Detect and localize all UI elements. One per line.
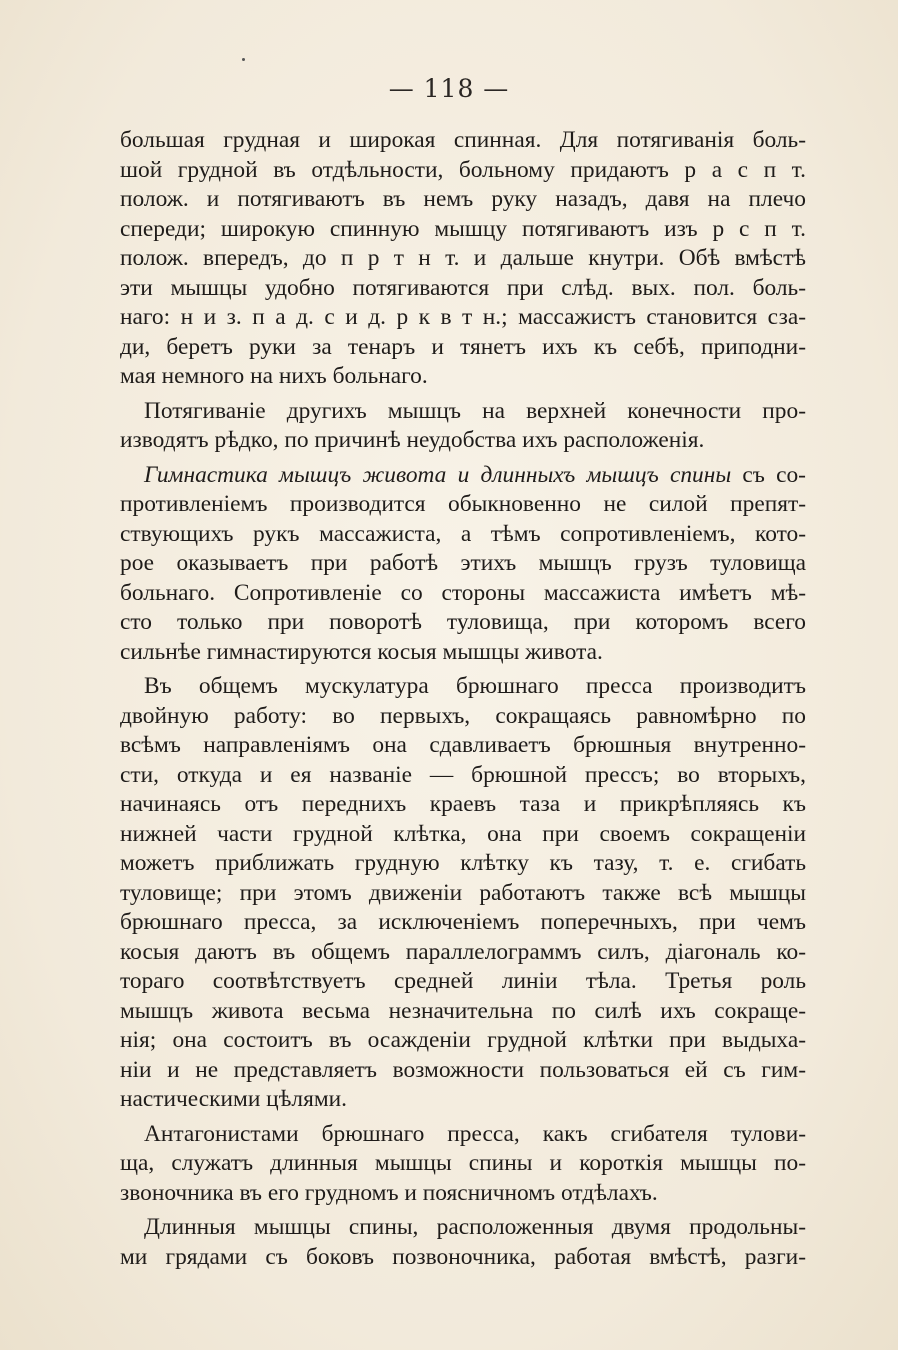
text-line [120, 461, 806, 491]
text-line: полож. и потягиваютъ въ немъ руку назадъ, давя на плечо [120, 186, 806, 212]
text-line: брюшнаго пресса, за исключеніемъ поперечныхъ, при чемъ [120, 909, 806, 935]
text-line: начинаясь отъ переднихъ краевъ таза и прикрѣпляясь къ [120, 791, 806, 817]
text-line: сильнѣе гимнастируются косыя мышцы живота. [120, 638, 603, 665]
text-line: сто только при поворотѣ туловища, при которомъ всего [120, 609, 806, 635]
text-line: наго: н и з. п а д. с и д. р к в т н.; массажистъ становится сза- [120, 304, 806, 330]
text-line: Длинныя мышцы спины, расположенныя двумя продольны- [144, 1214, 806, 1240]
text-line: мышцъ живота весьма незначительна по силѣ ихъ сокраще- [120, 997, 806, 1024]
text-line: изводятъ рѣдко, по причинѣ неудобства ихъ расположенія. [120, 427, 705, 453]
text-line: больнаго. Сопротивленіе со стороны массажиста имѣетъ мѣ- [120, 579, 806, 606]
text-line: настическими цѣлями. [120, 1086, 347, 1112]
text-line: туловище; при этомъ движеніи работаютъ также всѣ мышцы [120, 879, 806, 906]
text-line: шой грудной въ отдѣльности, больному придаютъ р а с п т. [120, 156, 806, 183]
text-line: полож. впередъ, до п р т н т. и дальше кнутри. Обѣ вмѣстѣ [120, 245, 806, 271]
text-line: ща, служатъ длинныя мышцы спины и короткія мышцы по- [120, 1150, 806, 1176]
text-line: Потягиваніе другихъ мышцъ на верхней конечности про- [144, 397, 806, 424]
text-line: мая немного на нихъ больнаго. [120, 363, 428, 389]
line-text: съ со- [742, 461, 806, 488]
text-line: большая грудная и широкая спинная. Для потягиванія боль- [120, 127, 806, 153]
text-line: тораго соотвѣтствуетъ средней линіи тѣла. Третья роль [120, 968, 806, 994]
text-line: сти, откуда и ея названіе — брюшной прессъ; во вторыхъ, [120, 761, 806, 788]
ink-speck [242, 58, 245, 61]
text-line: можетъ приближать грудную клѣтку къ тазу, т. е. сгибать [120, 850, 806, 876]
text-line: звоночника въ его грудномъ и поясничномъ отдѣлахъ. [120, 1179, 658, 1206]
text-line: рое оказываетъ при работѣ этихъ мышцъ грузъ туловища [120, 550, 806, 576]
text-line: ніи и не представляетъ возможности пользоваться ей съ гим- [120, 1056, 806, 1083]
body-text [120, 126, 806, 1272]
text-line: двойную работу: во первыхъ, сокращаясь равномѣрно по [120, 702, 806, 729]
page-number: — 118 — [388, 74, 510, 103]
text-line: нижней части грудной клѣтка, она при своемъ сокращеніи [120, 820, 806, 847]
italic-heading: Гимнастика мышцъ живота и длинныхъ мышцъ спины [144, 461, 732, 488]
text-line: противленіемъ производится обыкновенно не силой препят- [120, 491, 806, 517]
text-line: спереди; широкую спинную мышцу потягиваютъ изъ р с п т. [120, 215, 806, 242]
text-line: Антагонистами брюшнаго пресса, какъ сгибателя тулови- [144, 1120, 806, 1147]
text-line: косыя даютъ въ общемъ параллелограммъ силъ, діагональ ко- [120, 938, 806, 965]
text-line: нія; она состоитъ въ осажденіи грудной клѣтки при выдыха- [120, 1027, 806, 1053]
text-line: эти мышцы удобно потягиваются при слѣд. вых. пол. боль- [120, 274, 806, 301]
text-line: ми грядами съ боковъ позвоночника, работая вмѣстѣ, разги- [120, 1243, 806, 1270]
text-line: всѣмъ направленіямъ она сдавливаетъ брюшныя внутренно- [120, 732, 806, 758]
text-line: ди, беретъ руки за тенаръ и тянетъ ихъ къ себѣ, приподни- [120, 333, 806, 360]
text-line: Въ общемъ мускулатура брюшнаго пресса производитъ [144, 673, 806, 699]
text-line: ствующихъ рукъ массажиста, а тѣмъ сопротивленіемъ, кото- [120, 520, 806, 547]
